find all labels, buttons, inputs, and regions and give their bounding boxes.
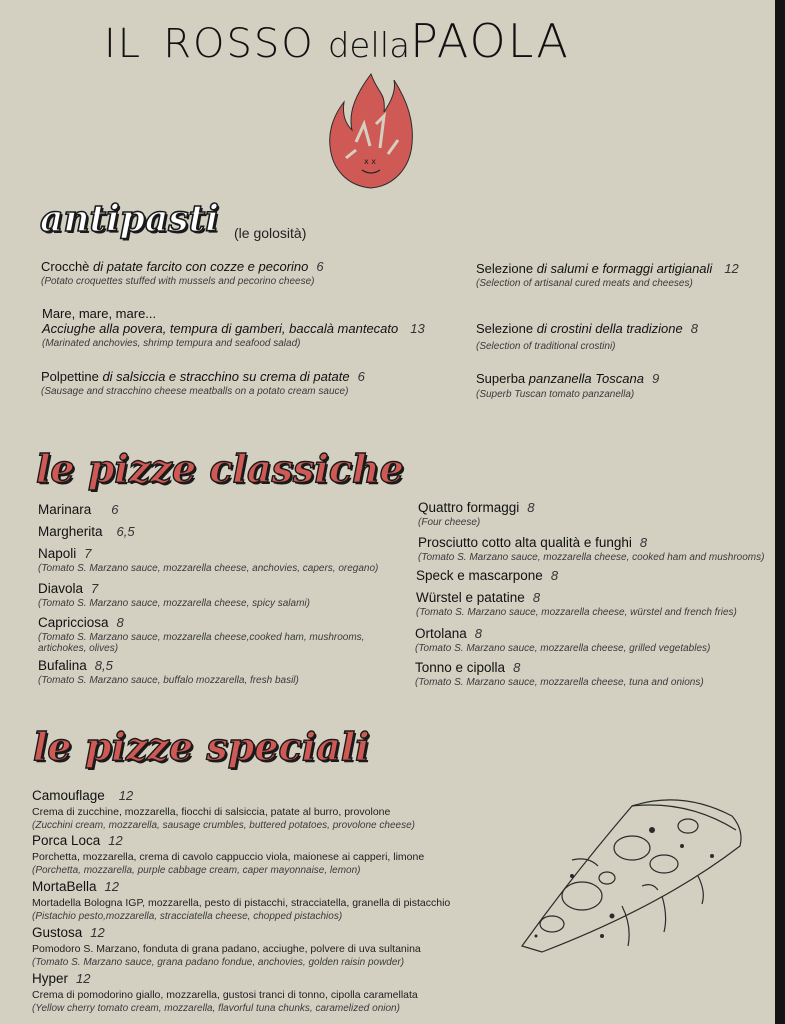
svg-text:x x: x x <box>364 157 377 166</box>
pizza-slice-icon <box>512 786 752 956</box>
flame-icon <box>326 72 416 190</box>
pizza-item: Marinara 6 <box>38 502 119 517</box>
pizza-item: Quattro formaggi 8 (Four cheese) <box>418 500 535 528</box>
pizza-item: Bufalina 8,5 (Tomato S. Marzano sauce, buffalo mozzarella, fresh basil) <box>38 658 299 686</box>
special-pizza-item: Camouflage 12 Crema di zucchine, mozzarella, fiocchi di salsiccia, patate al burro, provolone (Zucchini cream, mozzarella, sausage crumbles, buttered potatoes, provolone cheese) <box>32 788 415 831</box>
pizza-item: Diavola 7 (Tomato S. Marzano sauce, mozzarella cheese, spicy salami) <box>38 581 310 609</box>
menu-item: Mare, mare, mare... Acciughe alla povera, tempura di gamberi, baccalà mantecato 13 (Marinated anchovies, shrimp tempura and seafood salad) <box>42 306 425 349</box>
special-pizza-item: Porca Loca 12 Porchetta, mozzarella, crema di cavolo cappuccio viola, maionese ai capperi, limone (Porchetta, mozzarella, purple cabbage cream, caper mayonnaise, lemon) <box>32 833 425 876</box>
pizza-item: Ortolana 8 (Tomato S. Marzano sauce, mozzarella cheese, grilled vegetables) <box>415 626 711 654</box>
pizza-item: Tonno e cipolla 8 (Tomato S. Marzano sauce, mozzarella cheese, tuna and onions) <box>415 660 704 688</box>
special-pizza-item: MortaBella 12 Mortadella Bologna IGP, mozzarella, pesto di pistacchi, stracciatella, granella di pistacchio (Pistachio pesto,mozzarella, stracciatella cheese, chopped pistachios) <box>32 879 451 922</box>
menu-item: Superba panzanella Toscana 9 (Superb Tuscan tomato panzanella) <box>476 371 660 400</box>
pizza-item: Prosciutto cotto alta qualità e funghi 8 (Tomato S. Marzano sauce, mozzarella cheese, cooked ham and mushrooms) <box>418 535 765 563</box>
pizza-item: Capricciosa 8 (Tomato S. Marzano sauce, mozzarella cheese,cooked ham, mushrooms, artichokes, olives) <box>38 615 365 654</box>
menu-item: Crocchè di patate farcito con cozze e pecorino 6 (Potato croquettes stuffed with mussels and pecorino cheese) <box>41 259 324 287</box>
section-heading-antipasti: antipasti <box>40 198 219 240</box>
title-rosso: ROSSO <box>163 21 315 67</box>
menu-item: Polpettine di salsiccia e stracchino su crema di patate 6 (Sausage and stracchino cheese meatballs on a potato cream sauce) <box>41 369 365 397</box>
antipasti-subtitle: (le golosità) <box>234 225 307 241</box>
pizza-item: Margherita 6,5 <box>38 524 135 539</box>
right-edge-border <box>775 0 785 1024</box>
title-paola: PAOLA <box>410 14 570 68</box>
special-pizza-item: Hyper 12 Crema di pomodorino giallo, mozzarella, gustosi tranci di tonno, cipolla caramellata (Yellow cherry tomato cream, mozzarella, flavorful tuna chunks, caramelized onion) <box>32 971 418 1014</box>
section-heading-speciali: le pizze speciali <box>33 724 370 769</box>
menu-item: Selezione di crostini della tradizione 8 (Selection of traditional crostini) <box>476 321 698 352</box>
menu-item: Selezione di salumi e formaggi artigianali 12 (Selection of artisanal cured meats and cheeses) <box>476 261 739 289</box>
pizza-item: Speck e mascarpone 8 <box>416 568 559 583</box>
section-heading-classiche: le pizze classiche <box>36 446 404 491</box>
special-pizza-item: Gustosa 12 Pomodoro S. Marzano, fonduta di grana padano, acciughe, polvere di uva sultanina (Tomato S. Marzano sauce, grana padano fondue, anchovies, golden raisin powder) <box>32 925 421 968</box>
pizza-item: Würstel e patatine 8 (Tomato S. Marzano sauce, mozzarella cheese, würstel and french fries) <box>416 590 737 618</box>
title-il: IL <box>104 21 143 67</box>
title-della: della <box>327 26 411 66</box>
pizza-item: Napoli 7 (Tomato S. Marzano sauce, mozzarella cheese, anchovies, capers, oregano) <box>38 546 379 574</box>
